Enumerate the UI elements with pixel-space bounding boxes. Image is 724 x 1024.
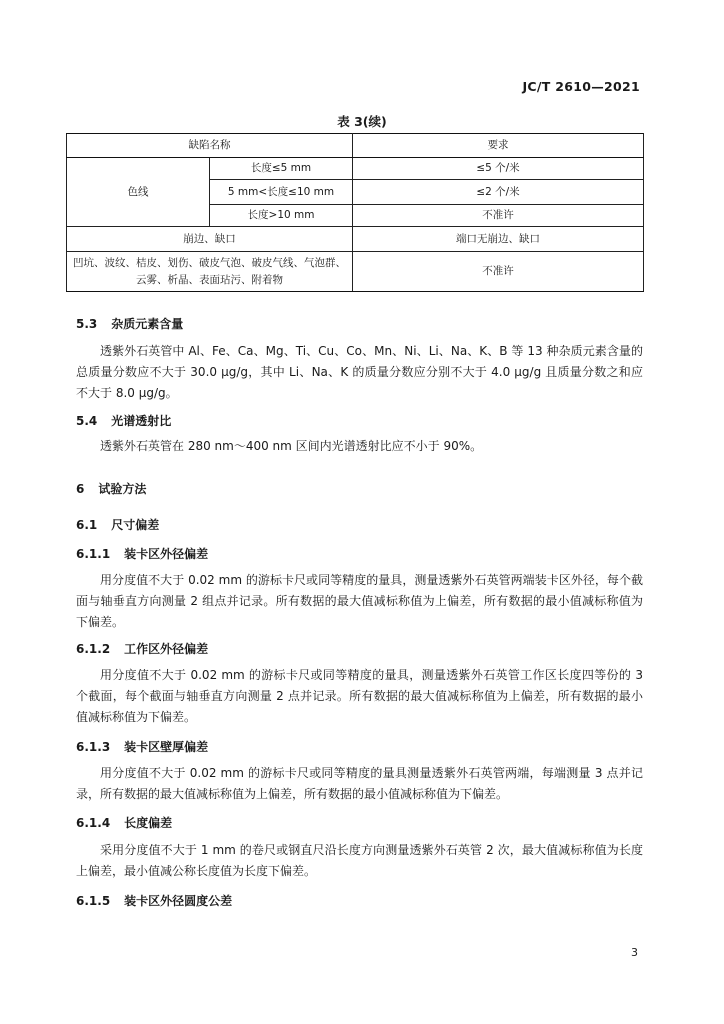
paragraph-6-1-2: 用分度值不大于 0.02 mm 的游标卡尺或同等精度的量具，测量透紫外石英管工作区长度四等份的 3 个截面，每个截面与轴垂直方向测量 2 点并记录。所有数据的最大值减标称值为上偏差，所有数据的最小值减标称值为下偏差。: [76, 668, 643, 724]
defect-color-line: 色线: [67, 158, 210, 227]
defect-surface: 凹坑、波纹、桔皮、划伤、破皮气泡、破皮气线、气泡群、云雾、析晶、表面玷污、附着物: [67, 252, 353, 292]
paragraph-6-1-3: 用分度值不大于 0.02 mm 的游标卡尺或同等精度的量具测量透紫外石英管两端，每端测量 3 点并记录，所有数据的最大值减标称值为上偏差，所有数据的最小值减标称值为下偏差。: [76, 766, 643, 801]
defect-requirements-table: [66, 133, 644, 292]
table-title: 表 3(续): [337, 114, 387, 129]
paragraph-6-1-1: 用分度值不大于 0.02 mm 的游标卡尺或同等精度的量具，测量透紫外石英管两端装卡区外径，每个截面与轴垂直方向测量 2 组点并记录。所有数据的最大值减标称值为上偏差，所有数据的最小值减标称值为下偏差。: [76, 573, 643, 629]
table-row: [67, 227, 644, 252]
requirement-cell: 端口无崩边、缺口: [353, 227, 644, 252]
header-requirement: 要求: [353, 134, 644, 158]
defect-edge: 崩边、缺口: [67, 227, 353, 252]
table-row: [67, 252, 644, 292]
section-heading-5-4: 5.4 光谱透射比: [76, 414, 172, 428]
section-heading-6-1-4: 6.1.4 长度偏差: [76, 816, 173, 830]
condition-cell: 5 mm<长度≤10 mm: [210, 180, 353, 205]
table-row: [67, 158, 644, 180]
header-defect-name: 缺陷名称: [67, 134, 353, 158]
section-heading-6-1-5: 6.1.5 装卡区外径圆度公差: [76, 894, 233, 908]
section-heading-6-1-3: 6.1.3 装卡区壁厚偏差: [76, 740, 209, 754]
section-heading-6: 6 试验方法: [76, 482, 147, 496]
condition-cell: 长度>10 mm: [210, 205, 353, 227]
paragraph-6-1-4: 采用分度值不大于 1 mm 的卷尺或钢直尺沿长度方向测量透紫外石英管 2 次，最大值减标称值为长度上偏差，最小值减公称长度值为长度下偏差。: [76, 843, 643, 878]
page-number: 3: [631, 946, 638, 959]
paragraph-5-3: 透紫外石英管中 Al、Fe、Ca、Mg、Ti、Cu、Co、Mn、Ni、Li、Na、K、B 等 13 种杂质元素含量的总质量分数应不大于 30.0 μg/g，其中 Li、Na、K 的质量分数应分别不大于 4.0 μg/g 且质量分数之和应不大于 8.0 μg/g。: [76, 344, 643, 400]
paragraph-5-4: 透紫外石英管在 280 nm～400 nm 区间内光谱透射比应不小于 90%。: [100, 439, 483, 453]
requirement-cell: ≤5 个/米: [353, 158, 644, 180]
section-heading-6-1: 6.1 尺寸偏差: [76, 518, 160, 532]
condition-cell: 长度≤5 mm: [210, 158, 353, 180]
standard-code: JC/T 2610—2021: [522, 79, 640, 94]
section-heading-6-1-2: 6.1.2 工作区外径偏差: [76, 642, 209, 656]
requirement-cell: 不准许: [353, 205, 644, 227]
section-heading-5-3: 5.3 杂质元素含量: [76, 317, 184, 331]
requirement-cell: 不准许: [353, 252, 644, 292]
section-heading-6-1-1: 6.1.1 装卡区外径偏差: [76, 547, 209, 561]
table-header-row: [67, 134, 644, 158]
requirement-cell: ≤2 个/米: [353, 180, 644, 205]
